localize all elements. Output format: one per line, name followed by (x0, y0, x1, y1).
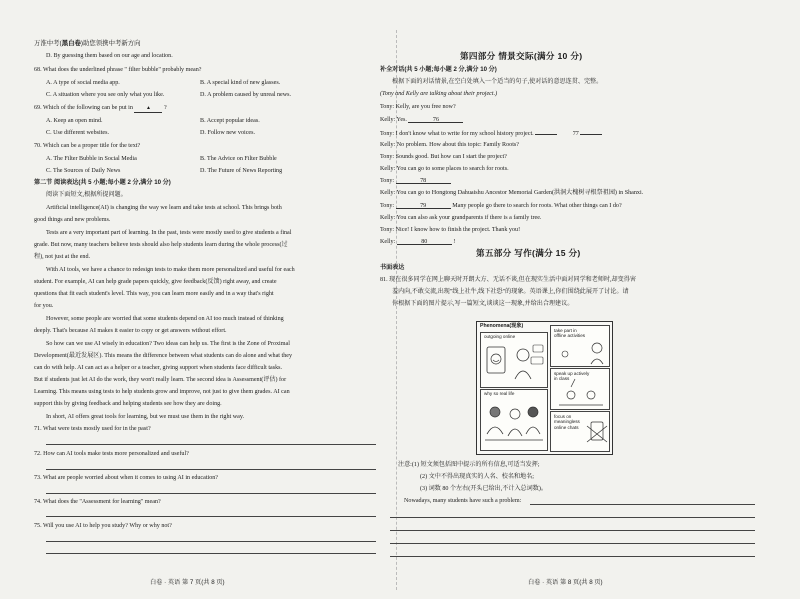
q69-option-b: B. Accept popular ideas. (200, 118, 260, 124)
passage-line: So how can we use AI wisely in education? Two ideas can help us. The first is the Zone of Proximal (46, 341, 290, 347)
passage-line: good things and new problems. (34, 217, 111, 223)
note-line: 注意:(1) 短文须包括图中提示的所有信息,可适当发挥; (398, 462, 540, 468)
blank-number: 78 (420, 178, 427, 184)
q81-line: 你根据下面的图片提示,写一篇短文,谈谈这一现象,并给出合理建议。 (392, 301, 574, 307)
comic-caption: take part in offline activities (554, 328, 586, 339)
part4-context: (Tony and Kelly are talking about their project.) (380, 91, 498, 97)
header-brand: 黑白卷 (61, 40, 81, 47)
q70-option-a: A. The Filter Bubble in Social Media (46, 156, 137, 162)
blank-77[interactable] (580, 128, 602, 135)
q69-option-c: C. Use different websites. (46, 130, 110, 136)
q72-question: 72. How can AI tools make tests more personalized and useful? (34, 451, 189, 457)
dialog-line: Kelly: You can go to Hongtong Dahuaishu Ancestor Memorial Garden(洪洞大槐树寻根祭祖园) in Shanxi. (380, 190, 644, 196)
dialog-line-80 (380, 238, 455, 246)
dialog-line: Kelly: No problem. How about this topic: Family Roots? (380, 142, 519, 148)
blank-76[interactable] (408, 116, 463, 123)
dialog-line: Tony: Sounds good. But how can I start the project? (380, 154, 507, 160)
header-prefix: 万淮中考( (34, 40, 62, 47)
comic-title: Phenomena(现象) (480, 323, 524, 329)
passage-line: Artificial intelligence(AI) is changing the way we learn and take tests at school. This brings both (46, 205, 282, 211)
q75-question: 75. Will you use AI to help you study? Why or why not? (34, 523, 172, 529)
q81-line: 81. 现在很多同学在网上聊天时开朗大方、无话不谈,但在现实生活中面对同学和老师时,却变得害 (380, 277, 636, 283)
q71-answer-line[interactable] (46, 444, 376, 445)
dialog-speaker: Kelly: (380, 239, 396, 245)
blank-79[interactable] (396, 202, 451, 209)
q68-question: 68. What does the underlined phrase " filter bubble" probably mean? (34, 67, 202, 73)
q70-option-c: C. The Sources of Daily News (46, 168, 121, 174)
q69-marker: ▲ (145, 106, 151, 111)
part5-subtitle: 书面表达 (380, 264, 405, 271)
comic-panel-chats (550, 411, 610, 452)
q73-answer-line[interactable] (46, 493, 376, 494)
blank-number: 80 (421, 239, 428, 245)
dialog-text: Tony: I don't know what to write for my school history project. (380, 131, 534, 137)
q72-answer-line[interactable] (46, 469, 376, 470)
comic-class-drawing (551, 369, 609, 409)
q71-question: 71. What were tests mostly used for in the past? (34, 426, 151, 432)
passage-line: 程), not just at the end. (34, 254, 91, 260)
comic-offline-drawing (551, 326, 609, 366)
blank-number: 79 (420, 203, 427, 209)
passage-line: However, some people are worried that some students depend on AI too much instead of thinking (46, 316, 284, 322)
q69-end: ? (163, 105, 167, 111)
passage-line: support this by giving feedback and helping students see how they are doing. (34, 401, 222, 407)
right-footer: 白卷 · 英语 第 8 页(共 8 页) (528, 579, 603, 586)
dialog-text: Many people go there to search for roots. What other things can I do? (452, 203, 622, 209)
part4-instruction: 根据下面的对话情景,在空白处填入一个适当的句子,使对话的意思连贯、完整。 (392, 79, 603, 85)
comic-chats-drawing (551, 412, 609, 451)
comic-panel-online (480, 332, 548, 388)
dialog-line: Tony: Nice! I know how to finish the project. Thank you! (380, 227, 521, 233)
dialog-line-76 (380, 116, 463, 124)
dialog-line-77 (380, 128, 602, 138)
comic-caption: speak up actively in class (554, 371, 590, 382)
writing-line[interactable] (530, 504, 755, 505)
dialog-line: Kelly: You can also ask your grandparents if there is a family tree. (380, 215, 542, 221)
dialog-line-79 (380, 202, 622, 210)
passage-line: can do with help. AI can act as a helper or a teacher, giving support when students face difficult tasks. (34, 365, 283, 371)
passage-line: Development(最近发展区). This means the difference between what students can do alone and what they (34, 353, 293, 359)
q74-answer-line[interactable] (46, 516, 376, 517)
q70-option-b: B. The Advice on Filter Bubble (200, 156, 277, 162)
dialog-line: Tony: Kelly, are you free now? (380, 104, 456, 110)
q67-option-d: D. By guessing them based on our age and location. (46, 53, 173, 59)
comic-online-drawing (481, 341, 547, 387)
passage-line: grade. But now, many teachers believe tests should also help students learn during the whole process(过 (34, 242, 288, 248)
left-page (14, 0, 382, 599)
blank-number: 76 (432, 117, 439, 123)
passage-line: for you. (34, 303, 54, 309)
comic-caption: outgoing online (484, 334, 516, 339)
writing-line[interactable] (390, 517, 755, 518)
dialog-end: ! (453, 239, 456, 245)
comic-caption: why so real life (484, 391, 515, 396)
writing-line[interactable] (390, 543, 755, 544)
q68-option-c: C. A situation where you see only what you like. (46, 92, 165, 98)
dialog-speaker: Tony: (380, 203, 395, 209)
blank-77-lead[interactable] (535, 128, 557, 135)
header-suffix: )助您领携中考新方向 (80, 40, 141, 47)
q69-text: 69. Which of the following can be put in (34, 105, 133, 111)
q69-option-d: D. Follow new voices. (200, 130, 256, 136)
passage-line: questions that fit each student's level. This way, you can learn more easily and in a way that's right (34, 291, 274, 297)
q68-option-b: B. A special kind of new glasses. (200, 80, 281, 86)
comic-panel-class (550, 368, 610, 410)
part4-title: 第四部分 情景交际(满分 10 分) (460, 51, 583, 61)
q74-question: 74. What does the "Assessment for learning" mean? (34, 499, 161, 505)
q75-answer-line[interactable] (46, 541, 376, 542)
passage-line: student. For example, AI can help grade papers quickly, give feedback(反馈) right away, and create (34, 279, 277, 285)
q69-question (34, 104, 167, 113)
passage-line: deeply. That's because AI makes it easier to copy or get answers without effort. (34, 328, 227, 334)
blank-80[interactable] (397, 238, 452, 245)
right-page (380, 0, 780, 599)
writing-line[interactable] (390, 556, 755, 557)
q70-question: 70. Which can be a proper title for the text? (34, 143, 141, 149)
phenomena-comic (476, 321, 613, 455)
passage-line: In short, AI offers great tools for learning, but we must use them in the right way. (46, 414, 245, 420)
dialog-line-78 (380, 177, 451, 185)
q68-option-d: D. A problem caused by unreal news. (200, 92, 292, 98)
q70-option-d: D. The Future of News Reporting (200, 168, 283, 174)
part4-subtitle: 补全对话(共 5 小题;每小题 2 分,满分 10 分) (380, 66, 497, 73)
note-line: (3) 词数 80 个左右(开头已给出,不计入总词数)。 (420, 486, 547, 492)
q68-option-a: A. A type of social media app. (46, 80, 120, 86)
passage-line: Learning. This means using tests to help students grow and improve, not just to give them grades. AI can (34, 389, 290, 395)
comic-reallife-drawing (481, 398, 547, 450)
q69-option-a: A. Keep an open mind. (46, 118, 103, 124)
blank-number: 77 (572, 131, 579, 137)
section2-title: 第二节 阅读表达(共 5 小题;每小题 2 分,满分 10 分) (34, 179, 171, 186)
dialog-speaker: Kelly: Yes. (380, 117, 407, 123)
q73-question: 73. What are people worried about when it comes to using AI in education? (34, 475, 219, 481)
comic-panel-real-life (480, 389, 548, 451)
section2-instruction: 阅读下面短文,根据所提问题。 (46, 192, 127, 198)
passage-line: With AI tools, we have a chance to redesign tests to make them more personalized and useful for each (46, 267, 295, 273)
passage-line: But if students just let AI do the work, they won't really learn. The second idea is Assessment(评估) for (34, 377, 287, 383)
note-line: (2) 文中不得出现真实的人名、校名和地名; (420, 474, 534, 480)
comic-caption: focus on meaningless online chats (554, 414, 580, 430)
blank-78[interactable] (396, 177, 451, 184)
left-footer: 白卷 · 英语 第 7 页(共 8 页) (150, 579, 225, 586)
q69-blank (134, 106, 162, 113)
part5-title: 第五部分 写作(满分 15 分) (476, 248, 581, 258)
q81-line: 羞内向,不敢交流,出现"线上社牛,线下社恐"的现象。英语课上,你们围绕此展开了讨论。请 (392, 289, 629, 295)
writing-starter: Nowadays, many students have such a problem: (404, 498, 522, 504)
writing-line[interactable] (390, 530, 755, 531)
comic-panel-offline (550, 325, 610, 367)
dialog-speaker: Tony: (380, 178, 395, 184)
dialog-line: Kelly: You can go to some places to search for roots. (380, 166, 509, 172)
q75-answer-line[interactable] (46, 553, 376, 554)
passage-line: Tests are a very important part of learning. In the past, tests were mostly used to give students a final (46, 230, 292, 236)
